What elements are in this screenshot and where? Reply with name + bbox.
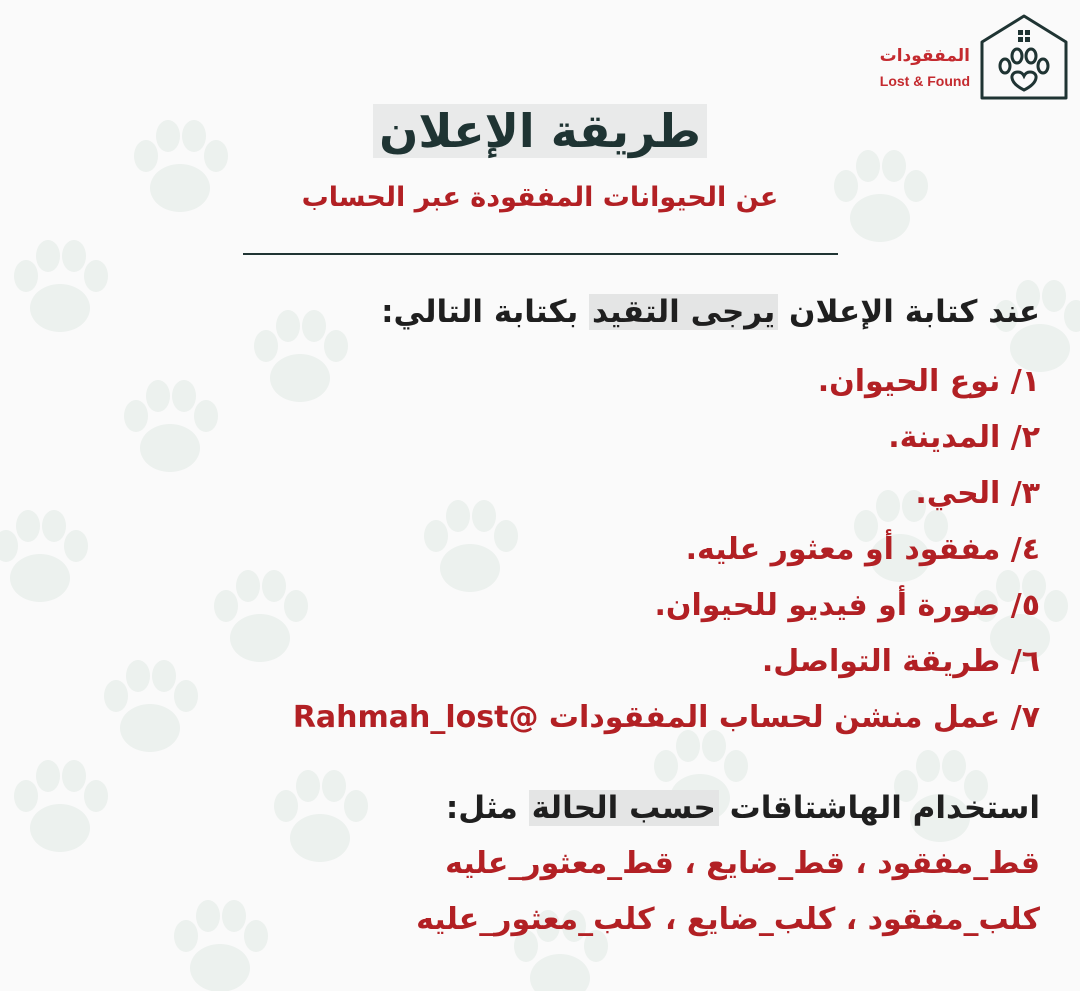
logo-name-english: Lost & Found <box>879 73 970 89</box>
page-title-text: طريقة الإعلان <box>373 104 707 158</box>
instructions-intro-highlight: يرجى التقيد <box>589 294 778 330</box>
house-paw-icon <box>978 12 1070 102</box>
hashtags-intro-end: مثل: <box>445 790 529 826</box>
list-item: ٥/ صورة أو فيديو للحيوان. <box>654 588 1040 623</box>
list-item: ٣/ الحي. <box>915 476 1040 511</box>
instructions-list <box>40 360 1040 752</box>
hashtags-intro <box>40 790 1040 826</box>
list-item: ٢/ المدينة. <box>888 420 1040 455</box>
page-title <box>0 104 1080 158</box>
list-item: ١/ نوع الحيوان. <box>817 364 1040 399</box>
cat-hashtags: قط_مفقود ، قط_ضايع ، قط_معثور_عليه <box>445 846 1040 881</box>
logo <box>870 12 1070 104</box>
instructions-intro-end: بكتابة التالي: <box>381 294 590 330</box>
list-item: ٦/ طريقة التواصل. <box>761 644 1040 679</box>
instructions-intro <box>40 294 1040 330</box>
hashtags-intro-start: استخدام الهاشتاقات <box>718 790 1040 826</box>
page-subtitle: عن الحيوانات المفقودة عبر الحساب <box>301 182 779 213</box>
list-item: ٧/ عمل منشن لحساب المفقودات @Rahmah_lost <box>292 700 1040 735</box>
hashtags-intro-highlight: حسب الحالة <box>529 790 719 826</box>
header-divider <box>243 253 838 255</box>
instructions-intro-start: عند كتابة الإعلان <box>778 294 1040 330</box>
logo-name-arabic: المفقودات <box>879 46 970 66</box>
dog-hashtags: كلب_مفقود ، كلب_ضايع ، كلب_معثور_عليه <box>416 902 1040 937</box>
list-item: ٤/ مفقود أو معثور عليه. <box>685 532 1040 567</box>
